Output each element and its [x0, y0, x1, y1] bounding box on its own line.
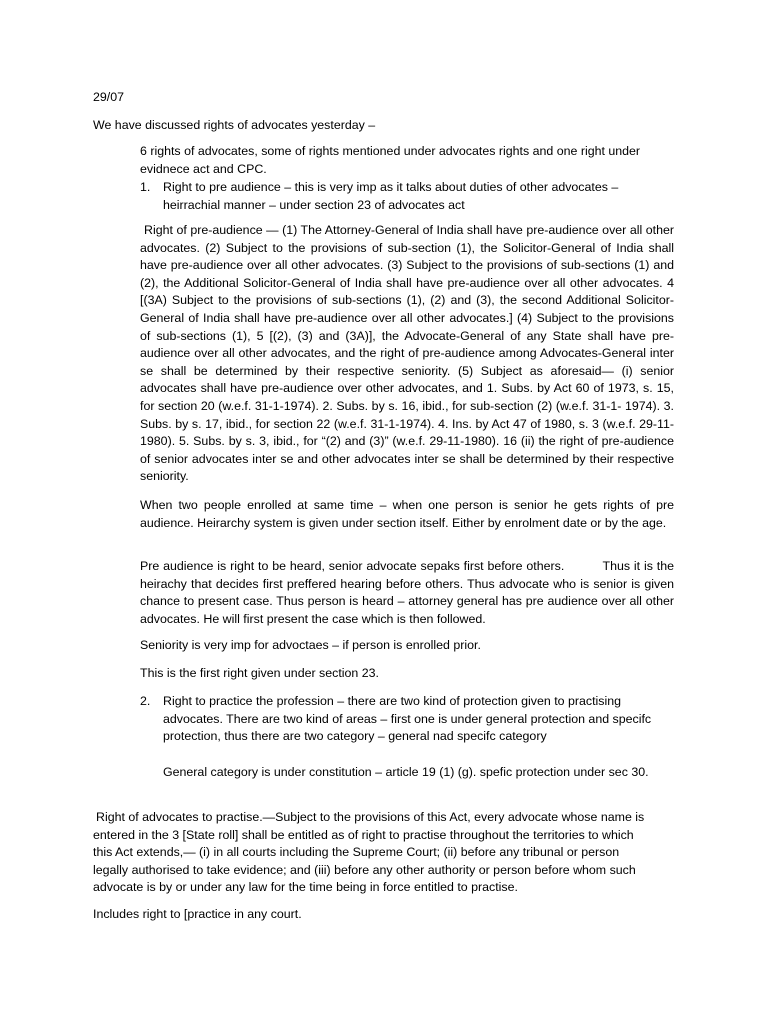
list-item-2-text: Right to practice the profession – there are two kind of protection given to practising advocates. There are two kind of areas – first one is under general protection and specifc protection, thus there are two category – general nad specifc category	[163, 694, 652, 744]
note-enrolled: When two people enrolled at same time – when one person is senior he gets rights of pre audience. Heirarchy system is given under section itself. Either by enrolment date or by the age.	[140, 498, 674, 530]
note-first-right: This is the first right given under section 23.	[140, 666, 379, 680]
list-item-2	[140, 693, 674, 746]
summary-paragraph: 6 rights of advocates, some of rights mentioned under advocates rights and one right under evidnece act and CPC.	[140, 144, 641, 176]
note-pre-audience: Pre audience is right to be heard, senior advocate sepaks first before others. Thus it is the heirachy that decides first preffered hearing before others. Thus advocate who is senior is given chance to present case. Thus person is heard – attorney general has pre audience over all other advocates. He will first present the case which is then followed.	[140, 559, 678, 626]
note-date: 29/07	[93, 90, 125, 104]
list-number-1: 1.	[140, 180, 151, 194]
list-number-2: 2.	[140, 694, 151, 708]
closing-note: Includes right to [practice in any court.	[93, 907, 302, 921]
list-item-1-text: Right to pre audience – this is very imp as it talks about duties of other advocates – heirrachial manner – under section 23 of advocates act	[163, 180, 619, 212]
note-seniority: Seniority is very imp for advoctaes – if person is enrolled prior.	[140, 638, 481, 652]
intro-line: We have discussed rights of advocates yesterday –	[93, 118, 376, 132]
section-30-quote: Right of advocates to practise.—Subject to the provisions of this Act, every advocate whose name is entered in the 3 [State roll] shall be entitled as of right to practise throughout the territories to which this Act extends,— (i) in all courts including the Supreme Court; (ii) before any tribunal or person legally authorised to take evidence; and (iii) before any other authority or person before whom such advocate is by or under any law for the time being in force entitled to practise.	[93, 810, 645, 895]
list-item-1	[140, 179, 674, 214]
list-item-2-subnote: General category is under constitution – article 19 (1) (g). spefic protection under sec 30.	[163, 765, 649, 779]
section-23-quote: Right of pre-audience — (1) The Attorney-General of India shall have pre-audience over all other advocates. (2) Subject to the provisions of sub-section (1), the Solicitor-General of India shall have pre-audience over all other advocates. (3) Subject to the provisions of sub-sections (1) and (2), the Additional Solicitor-General of India shall have pre-audience over all other advocates. 4 [(3A) Subject to the provisions of sub-sections (1), (2) and (3), the second Additional Solicitor-General of India shall have pre-audience over all other advocates.] (4) Subject to the provisions of sub-sections (1), 5 [(2), (3) and (3A)], the Advocate-General of any State shall have pre-audience over all other advocates, and the right of pre-audience among Advocates-General inter se shall be determined by their respective seniority. (5) Subject as aforesaid— (i) senior advocates shall have pre-audience over other advocates, and 1. Subs. by Act 60 of 1973, s. 15, for section 20 (w.e.f. 31-1-1974). 2. Subs. by s. 16, ibid., for sub-section (2) (w.e.f. 31-1- 1974). 3. Subs. by s. 17, ibid., for section 22 (w.e.f. 31-1-1974). 4. Ins. by Act 47 of 1980, s. 3 (w.e.f. 29-11-1980). 5. Subs. by s. 3, ibid., for “(2) and (3)” (w.e.f. 29-11-1980). 16 (ii) the right of pre-audience of senior advocates inter se and other advocates inter se shall be determined by their respective seniority.	[140, 223, 674, 484]
